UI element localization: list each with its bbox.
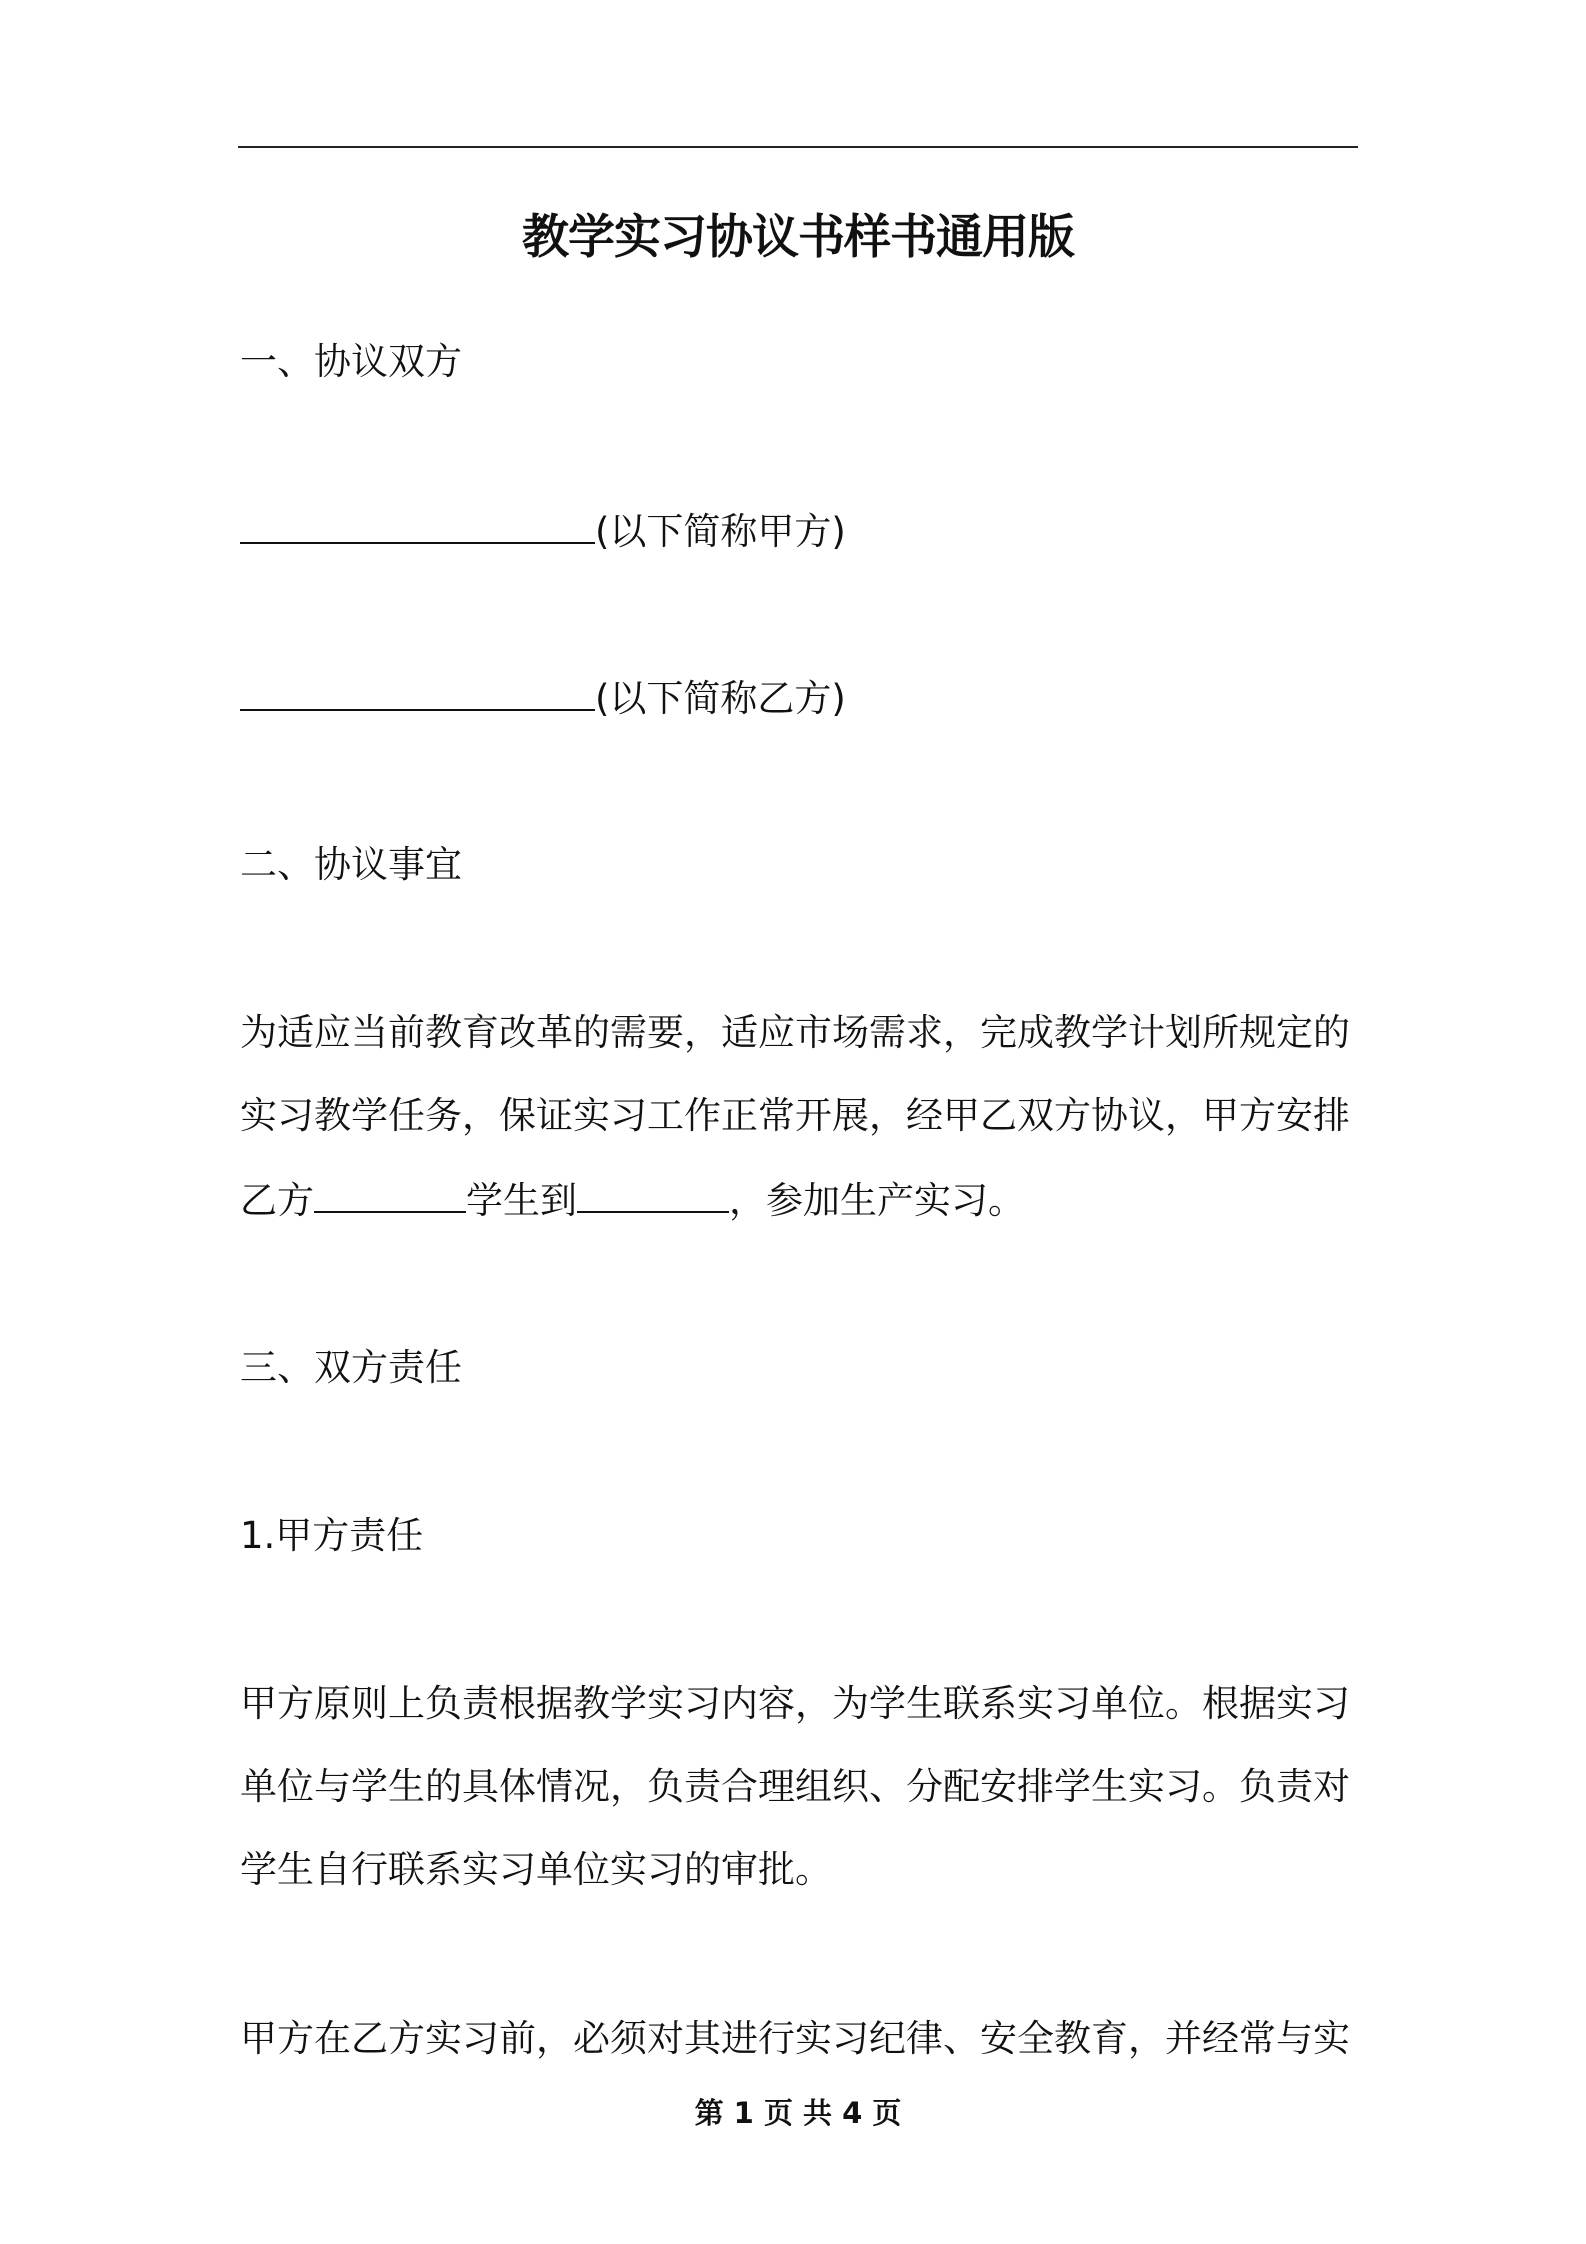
section-heading-responsibilities: 三、双方责任 [240,1346,462,1389]
text-segment: ，参加生产实习。 [729,1179,1025,1222]
student-blank [314,1173,466,1213]
party-b-line [240,671,846,725]
location-blank [577,1173,729,1213]
paragraph-line: 实习教学任务，保证实习工作正常开展，经甲乙双方协议，甲方安排 [240,1094,1350,1137]
subsection-heading-party-a: 1.甲方责任 [240,1514,424,1557]
section-heading-parties: 一、协议双方 [240,340,462,383]
paragraph-line-with-blanks [240,1173,1025,1227]
paragraph-line: 学生自行联系实习单位实习的审批。 [240,1848,832,1891]
page-number-footer: 第 1 页 共 4 页 [694,2096,902,2130]
party-a-suffix: (以下简称甲方) [595,510,846,553]
header-rule [238,146,1358,148]
paragraph-line: 单位与学生的具体情况，负责合理组织、分配安排学生实习。负责对 [240,1765,1350,1808]
party-a-line [240,504,846,558]
text-segment: 学生到 [466,1179,577,1222]
paragraph-line: 甲方在乙方实习前，必须对其进行实习纪律、安全教育，并经常与实 [240,2017,1350,2060]
party-a-blank [240,504,595,544]
text-segment: 乙方 [240,1179,314,1222]
paragraph-line: 甲方原则上负责根据教学实习内容，为学生联系实习单位。根据实习 [240,1682,1350,1725]
section-heading-matters: 二、协议事宜 [240,843,462,886]
party-b-blank [240,671,595,711]
document-title: 教学实习协议书样书通用版 [522,210,1074,265]
paragraph-line: 为适应当前教育改革的需要，适应市场需求，完成教学计划所规定的 [240,1011,1350,1054]
party-b-suffix: (以下简称乙方) [595,677,846,720]
